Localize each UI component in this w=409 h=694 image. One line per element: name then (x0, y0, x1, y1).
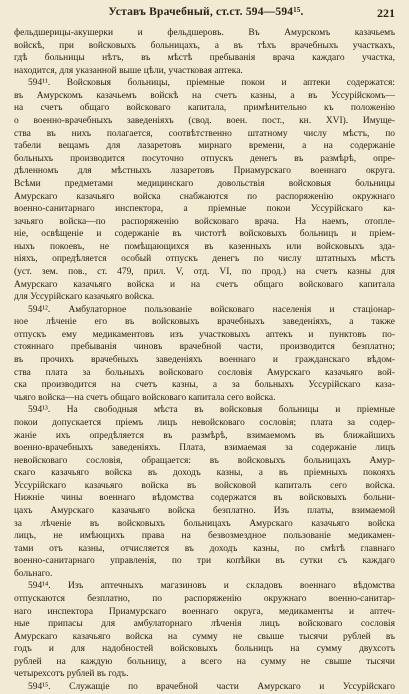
text-line: (уст. зем. пов., ст. 479, прил. V, отд. VI, по прод.) на счетъ казны для (14, 266, 395, 277)
text-line: покои допускается пріемъ лицъ невойсковаго сословія; плата за содер- (14, 417, 395, 428)
body-text (14, 27, 395, 694)
text-line: ныхъ покоевъ, не помѣщающихся въ казенныхъ или войсковыхъ зда- (14, 241, 395, 252)
text-line: ное лѣченіе его въ войсковыхъ врачебныхъ заведеніяхъ, а также (14, 317, 395, 328)
text-line: ства плата за больныхъ войсковаго сословія Амурскаго казачьяго вой- (14, 367, 395, 378)
text-line: рублей на каждую больницу, а всего на сумму не свыше тысячи (14, 656, 395, 667)
text-line: невойсковаго сословія, обращается: въ войсковыхъ больницахъ Амур- (14, 455, 395, 466)
text-line: о военно-врачебныхъ заведеніяхъ (свод. воен. пост., кн. XVI). Имуще- (14, 116, 395, 127)
text-line: находится, для указанной выше цѣли, участковая аптека. (14, 65, 243, 76)
page-number: 221 (377, 6, 395, 20)
text-line: 594¹². Амбулаторное пользованіе войсковаго населенія и стаціонар- (28, 304, 395, 315)
text-line: въ Амурскомъ казачьемъ войскѣ на счетъ казны, а въ Уссурійскомъ— (14, 90, 395, 101)
text-line: 594¹⁴. Изъ аптечныхъ магазиновъ и складовъ военнаго вѣдомства (28, 581, 395, 592)
text-line: Уссурійскаго казачьяго войска въ войсковой капиталъ сего войска. (14, 480, 395, 491)
running-header (0, 6, 409, 22)
text-line: за лѣченіе въ войсковыхъ больницахъ Амурскаго казачьяго войска (14, 518, 395, 529)
text-line: гдѣ больницы нѣтъ, въ мѣстѣ пребыванія врача каждаго участка, (14, 53, 395, 64)
text-line: 594¹³. На свободныя мѣста въ войсковыя больницы и пріемные (28, 405, 395, 416)
text-line: ства въ нихъ полагается, соотвѣтственно штатному числу мѣстъ, по (14, 128, 395, 139)
text-line: лицъ, не имѣющихъ права на безвозмездное пользованіе медикамен- (14, 531, 395, 542)
text-line: военно-санитарнаго управленія, по три копѣйки въ сутки съ каждаго (14, 556, 395, 567)
text-line: Амурскаго казачьяго войска на сумму не свыше тысячи рублей въ (14, 631, 395, 642)
text-line: ска производится на счетъ казны, а за больныхъ Уссурійскаго каза- (14, 380, 395, 391)
text-line: зачьяго войска—по распоряженію войсковаго врача. На наемъ, отопле- (14, 216, 395, 227)
text-line: чьяго войска—на счетъ общаго войсковаго капитала сего войска. (14, 392, 276, 403)
text-line: для Уссурійскаго казачьяго войска. (14, 292, 155, 303)
text-line: больныхъ производится посуточно отпускъ денегъ въ размѣрѣ, опре- (14, 153, 395, 164)
text-line: 594¹¹. Войсковыя больницы, пріемные покои и аптеки содержатся: (28, 78, 395, 89)
text-line: ніяхъ, опредѣляется особый отпускъ денегъ по числу штатныхъ мѣстъ (14, 254, 395, 265)
text-line: дѣленномъ для мѣстныхъ лазаретовъ Приамурскаго военнаго округа. (14, 166, 395, 177)
running-title: Уставъ Врачебный, ст.ст. 594—594¹⁵. (108, 6, 304, 18)
text-line: войскѣ, при войсковыхъ больницахъ, а въ тѣхъ врачебныхъ участкахъ, (14, 40, 395, 51)
text-line: Нижніе чины военнаго вѣдомства содержатся въ войсковыхъ больни- (14, 493, 395, 504)
text-line: годъ и для надобностей войсковыхъ больницъ на сумму двухсотъ (14, 644, 395, 655)
text-line: фельдшерицы-акушерки и фельдшеровъ. Въ Амурскомъ казачьемъ (14, 28, 395, 38)
text-line: въ прочихъ врачебныхъ заведеніяхъ военнаго и гражданскаго вѣдом- (14, 355, 395, 366)
text-line: Всѣми предметами медицинскаго довольствія войсковыя больницы (14, 178, 395, 189)
text-line: на счетъ общаго войсковаго капитала, примѣнительно къ положенію (14, 103, 395, 114)
text-line: отпускаются безплатно, по распоряженію окружнаго военно-санитар- (14, 594, 395, 605)
text-line: стояннаго пребыванія чиновъ врачебной части, производится безплатно; (14, 342, 395, 353)
text-line: военно-санитарнаго инспектора, а пріемные покои Уссурійскаго ка- (14, 204, 395, 215)
text-line: тами отъ казны, отчисляется въ доходъ казны, по смѣтѣ главнаго (14, 543, 395, 554)
text-line: 594¹⁵. Служащіе по врачебной части Амурскаго и Уссурійскаго (28, 682, 395, 693)
text-line: отпускъ ему медикаментовъ изъ участковыхъ аптекъ и пунктовъ по- (14, 329, 395, 340)
text-line: Амурскаго казачьяго войска снабжаются по распоряженію окружнаго (14, 191, 395, 202)
text-line: скаго казачьяго войска въ доходъ казны, а въ пріемныхъ покояхъ (14, 468, 395, 479)
text-line: ніе, освѣщеніе и содержаніе въ чистотѣ войсковыхъ больницъ и пріем- (14, 229, 395, 240)
text-line: жаніе ихъ опредѣляется въ размѣрѣ, взимаемомъ въ ближайшихъ (14, 430, 395, 441)
text-line: четырехсотъ рублей въ годъ. (14, 669, 129, 680)
text-line: ные припасы для амбулаторнаго лѣченія лицъ войсковаго сословія (14, 619, 395, 630)
text-line: военно-врачебныхъ заведеніяхъ. Плата, взимаемая за содержаніе лицъ (14, 443, 395, 454)
text-line: цахъ Амурскаго казачьяго войска безплатно. Изъ платы, взимаемой (14, 505, 395, 516)
text-line: больнаго. (14, 568, 53, 579)
text-line: табели вещамъ для лазаретовъ мирнаго времени, а на содержаніе (14, 141, 395, 152)
text-line: наго инспектора Приамурскаго военнаго округа, медикаменты и аптеч- (14, 606, 395, 617)
text-line: Амурскаго казачьяго войска и на счетъ общаго войсковаго капитала (14, 279, 395, 290)
